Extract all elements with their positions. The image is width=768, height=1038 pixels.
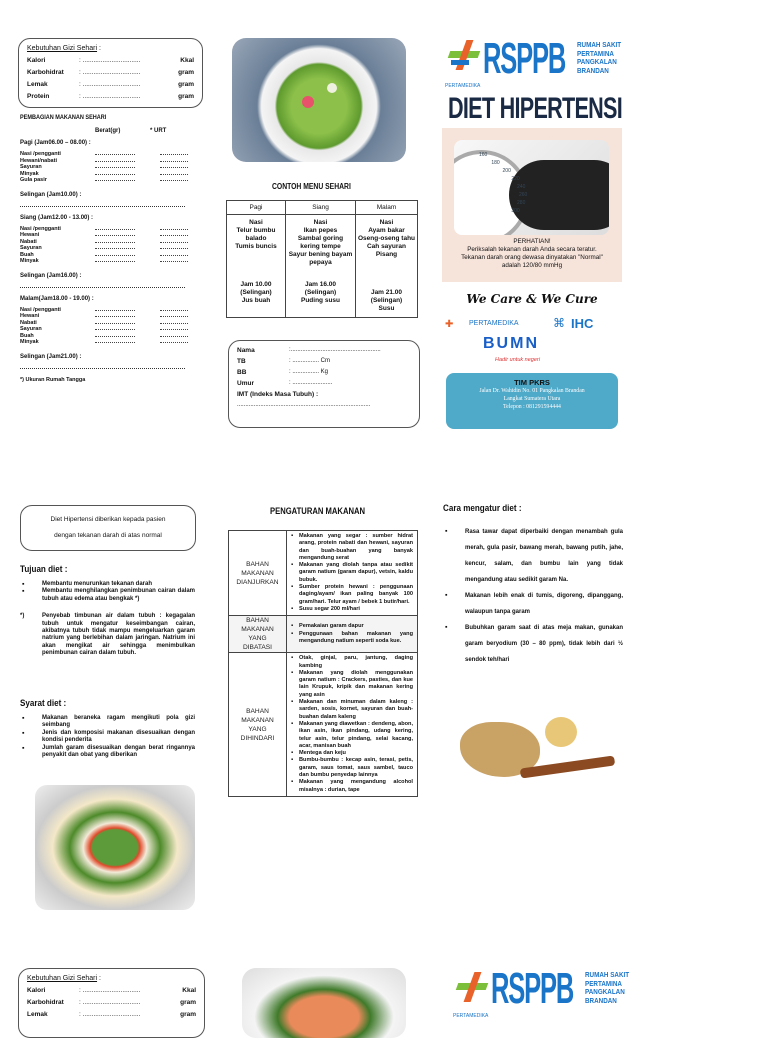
gizi-rows-2 [27,984,196,1020]
identity-label: TB [237,358,246,365]
pengaturan-row [229,653,418,797]
menu-food: Nasi [249,219,263,226]
identity-label: BB [237,369,247,376]
pengaturan-item: ▪ Bumbu-bumbu : kecap asin, terasi, petis, garam, saus tomat, saus sambel, tauco dan bumbu penyedap lainnya [291,757,413,779]
identity-row [237,347,411,358]
bumn-slogan: Hadir untuk negeri [495,357,540,363]
berat-field [95,226,135,230]
gizi-title-wrap-2: Kebutuhan Gizi Sehari : [27,975,101,982]
pengaturan-item: ▪ Sumber protein hewani : penggunaan daging/ayam/ ikan paling banyak 100 gram/hari. Telur ayam / bebek 1 butir/hari. [291,584,413,606]
cara-title: Cara mengatur diet : [443,503,522,514]
berat-field [95,151,135,155]
identity-value: : ........................ [289,380,333,386]
identity-value: : ................ Cm [289,358,331,364]
logo-subtitle-line: BRANDAN [577,67,609,75]
urt-field [160,177,188,181]
berat-field [95,245,135,249]
berat-field [95,320,135,324]
gizi-label: Karbohidrat [27,68,64,76]
gizi-row [27,984,196,996]
gauge-tick: 180 [491,160,500,166]
selingan-label: Selingan (Jam21.00) : [20,353,82,360]
gizi-row [27,996,196,1008]
logo-subtitle-line: PANGKALAN [577,59,617,66]
list-item: ▪ Membantu menurunkan tekanan darah [20,581,195,588]
pengaturan-item: ▪ Makanan yang diawetkan : dendeng, abon, ikan asin, ikan pindang, udang kering, telur asin, telur pindang, selai kacang, acar, manisan buah [291,721,413,750]
berat-field [95,313,135,317]
notice-line: Periksalah tekanan darah Anda secara teratur. [467,246,597,253]
logo-subtitle-line: PERTAMINA [577,50,614,58]
pengaturan-row [229,531,418,616]
gauge-tick: 160 [479,152,488,158]
pembagian-headers [95,128,210,134]
menu-food: Sambal goring [297,235,344,242]
urt-field [160,151,188,155]
logo-subtitle-line: RUMAH SAKIT [577,42,622,49]
cara-section [443,503,623,668]
cucumber-icon [327,83,337,93]
gizi-row [27,78,194,90]
category-line: MAKANAN [241,626,274,634]
gizi-unit: gram [180,1010,196,1018]
meal-item-label: Hewani/nabati [20,157,57,164]
pengaturan-list [291,533,413,613]
list-item: ▪ Jumlah garam disesuaikan dengan berat ringannya penyakit dan obat yang diberikan [20,745,195,760]
meal-title: Malam(Jam18.00 - 19.00) : [20,295,94,302]
menu-cell [286,215,356,318]
menu-snack-line: Susu [378,305,395,312]
berat-field [95,252,135,256]
list-item: ▪ Bubuhkan garam saat di atas meja makan, gunakan garam beryodium (30 – 80 ppm), tidak lebih dari ½ sendok teh/hari [443,620,623,668]
gizi-label: Kalori [27,986,46,994]
gizi-dots: : ................................ [79,1010,141,1018]
identity-label: Nama [237,347,255,354]
notice-panel [442,128,622,282]
team-line: Jalan Dr. Wahidin No. 01 Pangkalan Brandan [479,388,585,394]
gauge-tick: 200 [502,168,511,174]
urt-field [160,226,188,230]
pertamedika-cross-icon [457,972,487,1002]
imt-line: ................................................................................ [237,402,371,408]
gizi-row [27,1008,196,1020]
rsppb-logo-2 [453,966,633,1024]
menu-snack-line: Jam 21.00 [370,289,403,296]
berat-field [95,339,135,343]
menu-title: CONTOH MENU SEHARI [272,182,351,191]
pengaturan-item: ▪ Mentega dan keju [291,750,413,757]
menu-food: Oseng-oseng tahu [357,235,416,242]
category-line: DIHINDARI [240,734,275,742]
logo-subtitle-line: RUMAH SAKIT [585,972,630,979]
cover-title: DIET HIPERTENSI [448,92,623,125]
pasta-salad-photo [35,785,195,910]
gizi-dots: : ................................ [79,986,141,994]
pengaturan-items [287,616,418,653]
note-text: Penyebab timbunan air dalam tubuh : kegagalan tubuh untuk mengatur keseimbangan cairan, akibatnya tubuh tidak mampu mengeluarkan garam natrium yang berlebihan dalam jaringan. Natrium ini akan mengikat air sehingga menimbulkan penimbunan cairan dalam tubuh. [42,613,195,657]
meal-list [20,140,210,369]
urt-field [160,320,188,324]
meal-title: Pagi (Jam06.00 – 08.00) : [20,140,91,146]
urt-field [160,232,188,236]
menu-snack-line: (Selingan) [370,297,403,304]
berat-field [95,164,135,168]
pengaturan-category [229,531,287,616]
selingan-line [20,203,185,207]
menu-snack-line: Puding susu [301,297,340,304]
pengaturan-item: ▪ Makanan dan minuman dalam kaleng : sarden, sosis, kornet, sayuran dan buah-buahan dalam kaleng [291,699,413,721]
pembagian-title: PEMBAGIAN MAKANAN SEHARI [20,114,107,121]
menu-head-siang: Siang [286,201,356,215]
meal-item-label: Nasi /pengganti [20,306,61,313]
meal-item-label: Gula pasir [20,177,47,183]
menu-snack [287,281,354,305]
category-line: BAHAN [246,707,269,715]
meal-item-label: Hewani [20,232,40,238]
gizi-title-2: Kebutuhan Gizi Sehari [27,975,98,982]
tagline: We Care & We Cure [466,292,598,306]
meal-item [20,177,210,184]
tujuan-section [20,564,195,658]
gizi-dots: : ................................ [79,92,141,100]
identity-label: Umur [237,380,254,387]
menu-food: kering tempe [300,243,341,250]
category-line: YANG [248,635,267,643]
pertamedika-icon: ✚ [445,319,454,330]
gauge-tick: 240 [517,184,526,190]
urt-field [160,164,188,168]
berat-field [95,326,135,330]
meal-item-label: Nabati [20,319,37,326]
meal-item-label: Minyak [20,170,39,177]
pengaturan-item: ▪ Makanan yang diolah menggunakan garam natium : Crackers, pasties, dan kue lain Krupuk, kripik dan makanan kering yang asin [291,670,413,699]
selingan-label: Selingan (Jam16.00) : [20,272,82,279]
logo-subtitle [585,972,629,1006]
menu-food: Telur bumbu [236,227,276,234]
menu-head-pagi: Pagi [227,201,286,215]
selingan-label: Selingan (Jam10.00) : [20,191,82,198]
pengaturan-row [229,616,418,653]
menu-food: pepaya [309,259,332,266]
meal-item-label: Sayuran [20,326,42,332]
berat-field [95,158,135,162]
category-line: DIANJURKAN [236,578,279,586]
identity-row [237,358,411,369]
gizi-label: Lemak [27,1010,48,1018]
berat-field [95,239,135,243]
meal-item-label: Nasi /pengganti [20,151,61,157]
gizi-label: Protein [27,92,50,100]
rsppb-logo [445,36,625,92]
berat-field [95,232,135,236]
pertamedika-cross-icon [449,40,479,70]
gizi-box [18,38,203,108]
syarat-title: Syarat diet : [20,698,67,709]
pengaturan-item: ▪ Otak, ginjal, paru, jantung, daging kambing [291,655,413,670]
radish-icon [302,96,314,108]
gauge-tick: 260 [518,192,528,198]
gizi-unit: Kkal [180,56,194,64]
gizi-title-wrap: Kebutuhan Gizi Sehari : [27,45,101,52]
menu-food: Nasi [379,219,394,226]
gizi-rows [27,54,194,102]
selingan-line [20,365,185,369]
menu-food: Nasi [313,219,328,226]
identity-box [228,340,420,428]
tujuan-list [20,581,195,603]
cara-list [443,524,623,668]
pembagian-section [20,114,210,383]
berat-field [95,333,135,337]
menu-snack-line: Jus buah [241,297,271,304]
menu-food: Cah sayuran [366,243,407,250]
meal-item-label: Buah [20,251,34,258]
berat-field [95,177,135,181]
menu-food: Tumis buncis [235,243,277,250]
gizi-box-2 [18,968,205,1038]
menu-cell [356,215,418,318]
footnote: *) Ukuran Rumah Tangga [20,376,86,383]
urt-field [160,258,188,262]
gizi-unit: gram [178,80,194,88]
category-line: BAHAN [246,560,269,568]
gizi-unit: gram [178,68,194,76]
intro-line: dengan tekanan darah di atas normal [54,532,162,539]
pengaturan-items [287,531,418,616]
meal-item-label: Minyak [20,258,39,264]
urt-field [160,339,188,343]
ginger-slice [545,717,577,747]
gizi-dots: : ................................ [79,998,141,1006]
salmon-photo [242,968,406,1038]
category-line: MAKANAN [241,569,274,577]
pengaturan-list [291,623,413,645]
category-line: MAKANAN [241,716,274,724]
ginger-photo [460,712,620,792]
list-item: ▪ Makanan lebih enak di tumis, digoreng, dipanggang, walaupun tanpa garam [443,588,623,620]
menu-food: Ikan pepes [303,227,338,234]
pengaturan-item: ▪ Penggunaan bahan makanan yang mengandung natium seperti soda kue. [291,631,413,646]
gauge-tick: 300 [511,208,520,214]
ihc-icon: ⌘ [553,316,565,330]
meal-item [20,258,210,265]
notice-line: adalah 120/80 mmHg [501,262,563,269]
gizi-title: Kebutuhan Gizi Sehari [27,45,98,52]
urt-field [160,313,188,317]
logo-subtitle-line: BRANDAN [585,997,617,1005]
imt-label: IMT (Indeks Masa Tubuh) : [237,391,319,398]
urt-field [160,252,188,256]
urt-field [160,158,188,162]
berat-field [95,171,135,175]
meal-item [20,339,210,346]
menu-food: balado [245,235,267,242]
tujuan-title: Tujuan diet : [20,564,68,575]
identity-row [237,369,411,380]
menu-snack [357,289,416,313]
menu-snack [228,281,284,305]
notice-title: PERHATIAN! [513,238,551,245]
urt-field [160,326,188,330]
meal-title: Siang (Jam12.00 - 13.00) : [20,214,94,221]
berat-field [95,307,135,311]
meal-item-label: Hewani [20,313,40,319]
list-item: ▪ Jenis dan komposisi makanan disesuaikan dengan kondisi penderita [20,730,195,745]
team-line: Langkat Sumatera Utara [503,396,561,402]
berat-field [95,258,135,262]
pengaturan-item: ▪ Pemakaian garam dapur [291,623,413,630]
identity-rows [237,347,411,391]
pengaturan-category [229,616,287,653]
gizi-label: Lemak [27,80,48,88]
list-item: ▪ Makanan beraneka ragam mengikuti pola gizi seimbang [20,715,195,730]
urt-field [160,239,188,243]
selingan-line [20,284,185,288]
meal-item-label: Minyak [20,339,39,345]
note-mark: *) [20,613,25,620]
list-item: ▪ Membantu menghilangkan penimbunan cairan dalam tubuh atau edema atau bengkak *) [20,588,195,603]
syarat-section [20,698,195,759]
menu-snack-line: (Selingan) [304,289,337,296]
category-line: DIBATASI [242,644,273,652]
menu-cell [227,215,286,318]
urt-field [160,333,188,337]
urt-field [160,245,188,249]
pengaturan-table [228,530,418,797]
col-urt: * URT [150,128,167,134]
gizi-label: Karbohidrat [27,998,64,1006]
logo-brand: PERTAMEDIKA [445,83,481,89]
identity-value: : ................ Kg [289,369,329,375]
meal-item-label: Nabati [20,238,37,245]
gizi-label: Kalori [27,56,46,64]
menu-food: Pisang [375,251,398,258]
menu-table [226,200,418,318]
logo-subtitle-line: PANGKALAN [585,989,625,996]
blood-pressure-gauge-image [454,140,609,235]
intro-line: Diet Hipertensi diberikan kepada pasien [50,516,166,523]
gauge-tick: 220 [511,176,520,182]
identity-value: :...................................................... [289,347,381,353]
urt-field [160,171,188,175]
partner-logos [445,316,625,368]
meal-item-label: Nasi /pengganti [20,225,61,232]
gizi-row [27,66,194,78]
pengaturan-list [291,655,413,794]
gizi-dots: : ................................ [79,80,141,88]
team-box [446,373,618,429]
meal-item-label: Buah [20,332,34,339]
menu-head-malam: Malam [356,201,418,215]
gizi-unit: gram [178,92,194,100]
col-berat: Berat(gr) [95,128,121,134]
syarat-list [20,715,195,759]
team-title: TIM PKRS [514,378,550,387]
gizi-dots: : ................................ [79,68,141,76]
identity-row [237,380,411,391]
pengaturan-item: ▪ Makanan yang segar : sumber hidrat arang, protein nabati dan hewani, sayuran dan buah-buahan yang banyak mengandung serat [291,533,413,562]
partner-ihc: IHC [571,316,594,331]
partner-pertamedika: PERTAMEDIKA [469,320,519,327]
notice-text [442,238,622,270]
gauge-tick: 280 [517,200,526,206]
gizi-dots: : ................................ [79,56,141,64]
partner-bumn: BUMN [483,335,539,352]
pengaturan-item: ▪ Susu segar 200 ml/hari [291,606,413,613]
menu-food: Sayur bening bayam [288,251,353,258]
urt-field [160,307,188,311]
notice-line: Tekanan darah orang dewasa dinyatakan "Normal" [461,254,603,261]
logo-subtitle [577,42,621,76]
category-line: BAHAN [246,617,269,625]
menu-snack-line: (Selingan) [240,289,272,296]
logo-text: RSPPB [491,964,574,1013]
pengaturan-title: PENGATURAN MAKANAN [270,506,366,516]
salad-photo [232,38,406,162]
meal-item-label: Sayuran [20,164,42,170]
gizi-row [27,90,194,102]
gizi-unit: gram [180,998,196,1006]
menu-snack-line: Jam 10.00 [240,281,272,288]
meal-item-label: Sayuran [20,245,42,251]
pengaturan-items [287,653,418,797]
pengaturan-item: ▪ Makanan yang diolah tanpa atau sedikit garam natium (garam dapur), vetsin, kaldu bubuk. [291,562,413,584]
list-item: ▪ Rasa tawar dapat diperbaiki dengan menambah gula merah, gula pasir, bawang merah, bawang putih, jahe, kencur, salam, dan bumbu lain yang tidak mengandung atau sedikit garam Na. [443,524,623,588]
pengaturan-item: ▪ Makanan yang mengandung alcohol misalnya : durian, tape [291,779,413,794]
category-line: YANG [248,725,267,733]
logo-brand: PERTAMEDIKA [453,1013,489,1019]
menu-food: Ayam bakar [368,227,405,234]
tujuan-note [20,613,195,657]
logo-text: RSPPB [483,34,566,83]
team-address [446,387,618,411]
menu-snack-line: Jam 16.00 [304,281,337,288]
intro-box [20,505,196,551]
team-line: Telepon : 081291594444 [503,404,561,410]
gizi-row [27,54,194,66]
logo-subtitle-line: PERTAMINA [585,980,622,988]
pengaturan-category [229,653,287,797]
gizi-unit: Kkal [182,986,196,994]
